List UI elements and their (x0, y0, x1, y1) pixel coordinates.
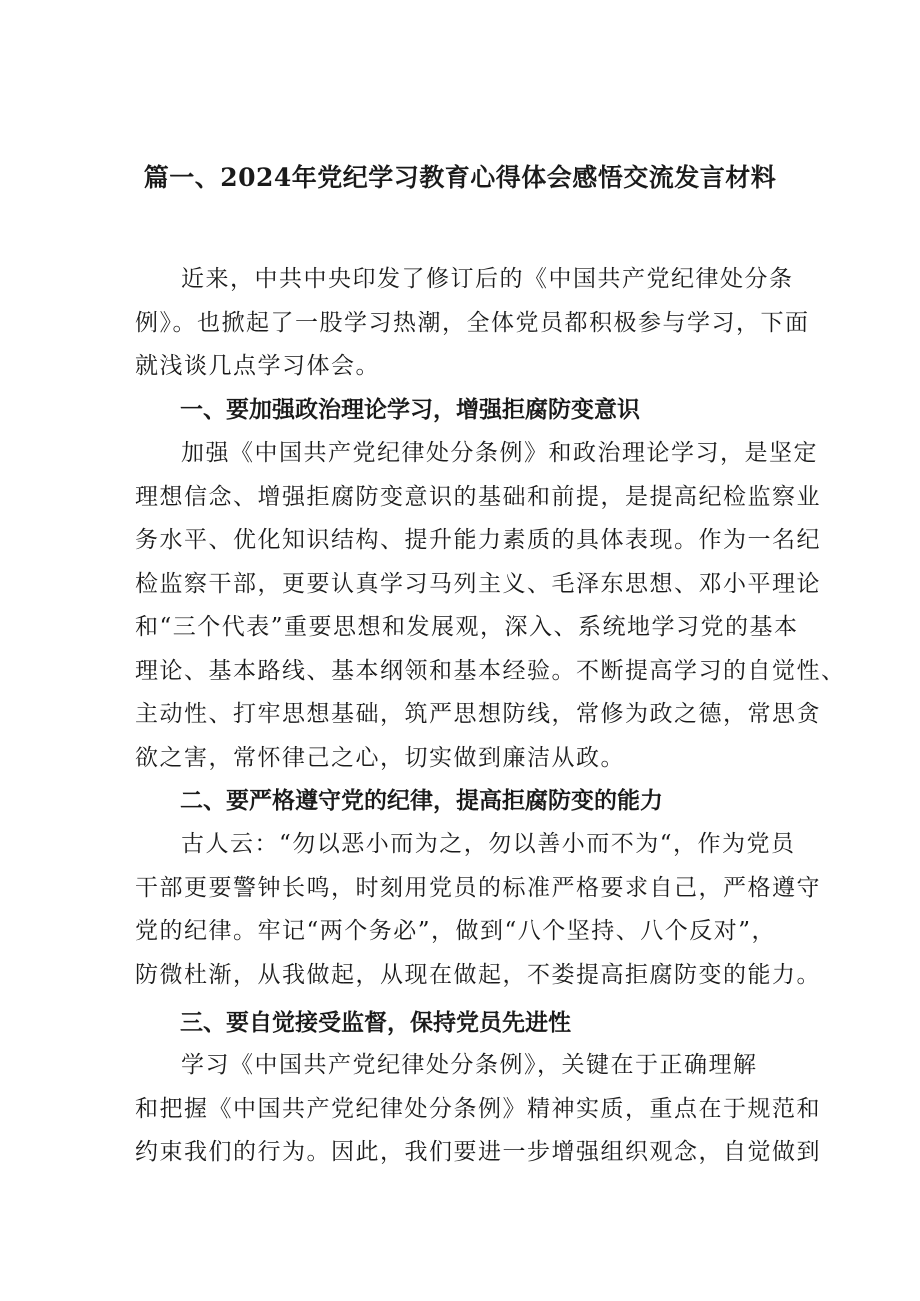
section-3-paragraph (135, 1044, 821, 1175)
paragraph-line: 主动性、打牢思想基础，筑严思想防线，常修为政之德，常思贪 (135, 701, 821, 727)
paragraph-line: 例》。也掀起了一股学习热潮，全体党员都积极参与学习，下面 (135, 309, 810, 336)
paragraph-line: 近来，中共中央印发了修订后的《中国共产党纪律处分条 (181, 266, 794, 292)
paragraph-line: 党的纪律。牢记“两个务必”，做到“八个坚持、八个反对”， (135, 918, 777, 944)
intro-paragraph (135, 258, 810, 389)
paragraph-line: 理想信念、增强拒腐防变意识的基础和前提，是提高纪检监察业 (135, 483, 821, 510)
paragraph-line: 古人云：“勿以恶小而为之，勿以善小而不为“，作为党员 (181, 831, 796, 857)
paragraph-line: 约束我们的行为。因此，我们要进一步增强组织观念，自觉做到 (135, 1139, 821, 1165)
document-title: 篇一、2024年党纪学习教育心得体会感悟交流发言材料 (143, 163, 777, 192)
paragraph-line: 务水平、优化知识结构、提升能力素质的具体表现。作为一名纪 (135, 527, 821, 553)
paragraph-line: 检监察干部，更要认真学习马列主义、毛泽东思想、邓小平理论 (135, 570, 821, 597)
section-heading-3: 三、要自觉接受监督，保持党员先进性 (180, 1010, 571, 1036)
paragraph-line: 和把握《中国共产党纪律处分条例》精神实质，重点在于规范和 (135, 1095, 821, 1122)
section-1-paragraph (135, 432, 846, 780)
paragraph-line: 欲之害，常怀律己之心，切实做到廉洁从政。 (135, 744, 625, 771)
paragraph-line: 和“三个代表”重要思想和发展观，深入、系统地学习党的基本 (135, 614, 799, 640)
paragraph-line: 防微杜渐，从我做起，从现在做起，不娄提高拒腐防变的能力。 (135, 961, 821, 988)
section-heading-1: 一、要加强政治理论学习，增强拒腐防变意识 (180, 397, 640, 423)
paragraph-line: 干部更要警钟长鸣，时刻用党员的标准严格要求自己，严格遵守 (135, 874, 821, 901)
paragraph-line: 理论、基本路线、基本纲领和基本经验。不断提高学习的自觉性、 (135, 657, 846, 684)
paragraph-line: 就浅谈几点学习体会。 (135, 353, 380, 379)
section-2-paragraph (135, 823, 821, 997)
section-heading-2: 二、要严格遵守党的纪律，提高拒腐防变的能力 (180, 788, 663, 814)
paragraph-line: 学习《中国共产党纪律处分条例》，关键在于正确理解 (181, 1052, 758, 1078)
paragraph-line: 加强《中国共产党纪律处分条例》和政治理论学习，是坚定 (181, 440, 818, 466)
